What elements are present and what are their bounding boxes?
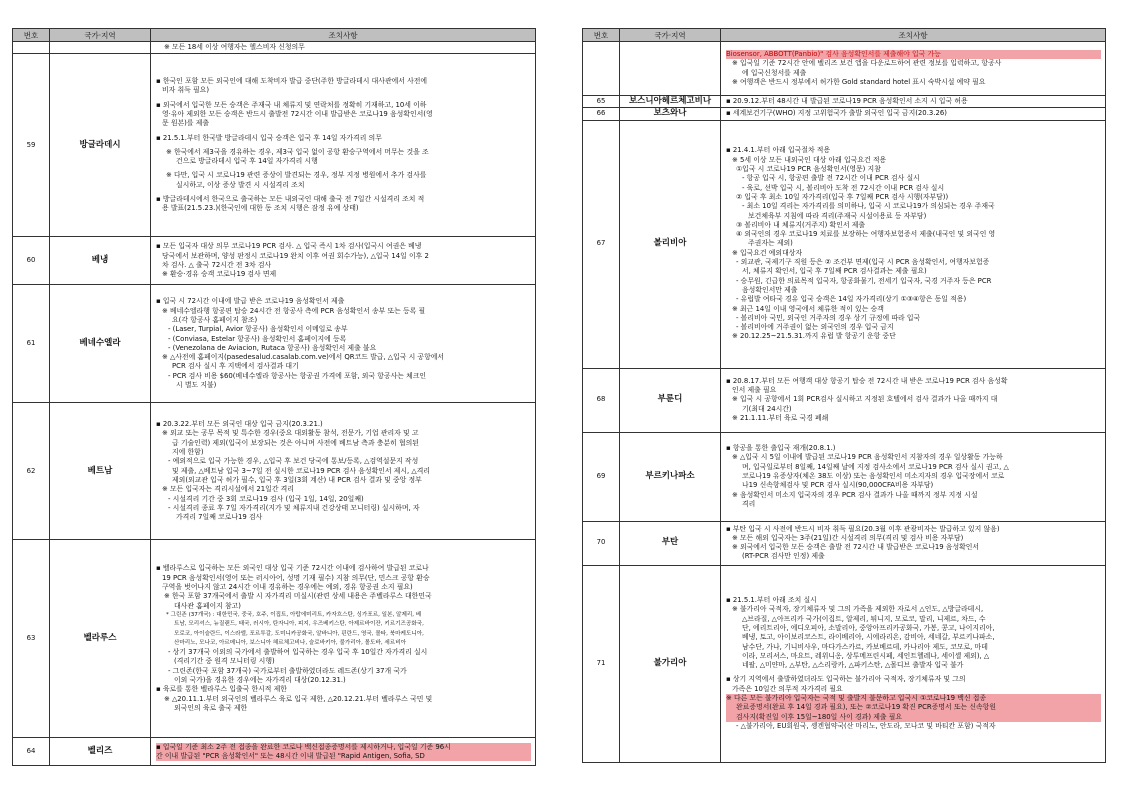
measure-line: △브라질, △아프리카 국가(이집트, 알제리, 튀니지, 모로코, 말리, 니제르, 차드, 수 bbox=[742, 614, 986, 623]
header-number: 번호 bbox=[13, 29, 50, 42]
row-country bbox=[620, 42, 721, 96]
measure-line: ※ 모든 입국자는 격리시설에서 21일간 격리 bbox=[162, 485, 294, 494]
row-number: 61 bbox=[13, 285, 50, 403]
row-measures bbox=[721, 432, 1106, 521]
row-number bbox=[583, 42, 620, 96]
measure-line: - 상기 37개국 이외의 국가에서 출발하여 입국하는 경우 입국 후 10일간 자가격리 실시 bbox=[168, 648, 428, 657]
row-measures bbox=[721, 42, 1106, 96]
measure-line: 모로코, 아이슬란드, 이스라엘, 포르투갈, 도미니카공화국, 알바니아, 핀란드, 영국, 몰타, 북마케도니아, bbox=[174, 630, 424, 637]
table-row bbox=[13, 42, 536, 54]
row-number: 69 bbox=[583, 432, 620, 521]
row-number: 59 bbox=[13, 54, 50, 237]
measure-line: 및 제출, △베트남 입국 3~7일 전 실시한 코로나19 PCR 검사 음성확인서 제시, △격리 bbox=[172, 466, 431, 475]
row-country: 불가리아 bbox=[620, 565, 721, 762]
measure-line: 지에 한함) bbox=[172, 448, 204, 457]
measure-line: 급 기술인력) 제외(입국이 보장되는 것은 아니며 사전에 베트남 측과 충분히 협의된 bbox=[172, 438, 419, 447]
row-measures bbox=[721, 96, 1106, 108]
row-country: 부르키나파소 bbox=[620, 432, 721, 521]
table-row bbox=[583, 96, 1106, 108]
measure-line: 나19 신속항체검사 및 PCR 검사 실시(90,000CFA비용 자부담) bbox=[742, 481, 934, 490]
row-country: 보스니아헤르체고비나 bbox=[620, 96, 721, 108]
measure-line: ①입국 시 코로나19 PCR 음성확인서(영문) 지참 bbox=[736, 165, 881, 174]
measure-line: ※ △20.11.1.부터 외국인의 벨라루스 육로 입국 제한, △20.12.21.부터 벨라루스 국민 및 bbox=[164, 694, 433, 703]
measure-line: ▪ 입국 시 72시간 이내에 발급 받은 코로나19 음성확인서 제출 bbox=[156, 297, 345, 306]
table-row bbox=[13, 403, 536, 540]
measure-line: * 그린존 (37개국) : 대한민국, 중국, 호주, 이집트, 아랍에미리트, 카자흐스탄, 싱가포르, 일본, 알제리, 베 bbox=[166, 611, 422, 618]
header-measure: 조치사항 bbox=[151, 29, 536, 42]
measure-line: ※ 다만, 입국 시 코로나19 관련 증상이 발견되는 경우, 정부 지정 병원에서 추가 검사를 bbox=[166, 171, 427, 180]
header-measure: 조치사항 bbox=[721, 29, 1106, 42]
measure-line: ▪ 항공을 통한 출입국 재개(20.8.1.) bbox=[726, 444, 836, 453]
measure-line: - 시설격리 종료 후 7일 자가격리(지가 및 체류지내 건강상태 모니터링) 실시하며, 자 bbox=[168, 503, 420, 512]
row-measures bbox=[151, 540, 536, 738]
measure-line: 문 원본)를 제출 bbox=[162, 119, 210, 128]
measure-line: ※ 입국 시 공항에서 1회 PCR검사 실시하고 지정된 호텔에서 검사 결과가 나올 때까지 대 bbox=[732, 395, 998, 404]
table-row bbox=[583, 120, 1106, 368]
measure-line: - (Venezolana de Aviacion, Rutaca 항공사) 음성확인서 제출 불요 bbox=[168, 343, 377, 352]
measure-line: 보건체육부 지침에 따라 격리(주재국 시설이용료 등 자부담) bbox=[748, 211, 927, 220]
measure-line: - PCR 검사 비용 $60(베네수엘라 항공사는 항공권 가격에 포함, 외국 항공사는 체크인 bbox=[168, 371, 427, 380]
measure-line: ※ 모든 18세 이상 여행자는 헬스비자 신청의무 bbox=[164, 43, 305, 51]
measure-line: ▪ 벨라루스로 입국하는 모든 외국인 대상 입국 기준 72시간 이내에 검사하여 발급된 코로나 bbox=[156, 564, 429, 573]
measure-line: PCR 검사 실시 후 지택에서 검사결과 대기 bbox=[172, 362, 299, 371]
measure-line: - 시설격리 기간 중 3회 코로나19 검사 (입국 1일, 14일, 20일째) bbox=[168, 494, 364, 503]
measure-line: 제외(외교관 입국 허가 필수, 입국 후 3일(3회 계산) 내 PCR 검사 결과 및 중앙 정부 bbox=[172, 475, 422, 484]
measure-line: 비자 취득 필요) bbox=[162, 86, 210, 95]
measure-line: - 최소 10일 격리는 자가격리를 의미하나, 입국 시 코로나19가 의심되는 경우 주재국 bbox=[742, 202, 995, 211]
measure-line: 코로나19 유증상자(체온 38도 이상) 또는 음성확인서 미소지자의 경우 입국장에서 코로 bbox=[742, 471, 1005, 480]
row-country bbox=[50, 42, 151, 54]
measures-table-left bbox=[12, 28, 536, 766]
measure-line: ③ 볼리비아 내 체류지(거주지) 확인서 제출 bbox=[736, 220, 866, 229]
measure-line: 가격리 7일째 코로나19 검사 bbox=[176, 513, 263, 522]
measure-line: ※ 환승·경유 승객 코로나19 검사 면제 bbox=[162, 270, 277, 279]
measure-line: ▪ 육로를 통한 벨라루스 입출국 한시적 제한 bbox=[156, 685, 287, 694]
measure-line: ※ 21.1.11.부터 육로 국경 폐쇄 bbox=[732, 414, 829, 423]
measure-line: ▪ 한국인 포함 모든 외국인에 대해 도착비자 발급 중단(주한 방글라데시 대사관에서 사전에 bbox=[156, 77, 428, 86]
row-measures bbox=[151, 42, 536, 54]
measure-line: - 예외적으로 입국 가능한 경우, △입국 후 보건 당국에 통보/등록, △검역설문지 작성 bbox=[168, 457, 419, 466]
measure-line: ▪ 부탄 입국 시 사전에 반드시 비자 취득 필요(20.3월 이후 관광비자는 발급하고 있지 않음) bbox=[726, 524, 1000, 533]
measure-line: ※ 베네수엘라행 항공편 탑승 24시간 전 항공사 측에 PCR 음성확인서 송부 또는 등록 필 bbox=[162, 306, 426, 315]
measure-line: ▪ 20.9.12.부터 48시간 내 발급된 코로나19 PCR 음성확인서 소지 시 입국 허용 bbox=[726, 97, 968, 105]
row-number: 65 bbox=[583, 96, 620, 108]
row-measures bbox=[721, 120, 1106, 368]
row-number: 64 bbox=[13, 738, 50, 766]
measure-line: 검사지(확진일 이후 15일~180일 사이 경과) 제출 필요 bbox=[726, 713, 1101, 722]
table-row bbox=[13, 285, 536, 403]
row-country: 방글라데시 bbox=[50, 54, 151, 237]
measure-line: 베냉, 토고, 아이보리코스트, 라이베리아, 시에라리온, 감비아, 세네갈, 부르키나파소, bbox=[742, 633, 995, 642]
table-header-row bbox=[583, 29, 1106, 42]
measure-line: 실시하고, 이상 증상 발견 시 시설격리 조치 bbox=[176, 180, 305, 189]
measure-line: Biosensor, ABBOTT(Panbio)" 검사 음성확인서를 제출해야 입국 가능 bbox=[726, 50, 1101, 59]
row-number: 70 bbox=[583, 521, 620, 565]
measure-line: - 육로, 선박 입국 시, 볼리비아 도착 전 72시간 이내 PCR 검사 실시 bbox=[742, 183, 945, 192]
measure-line: ※ 20.12.25~21.5.31.까지 유럽 발 항공기 운항 중단 bbox=[732, 332, 896, 341]
row-country: 벨리즈 bbox=[50, 738, 151, 766]
measure-line: ▪ 입국일 기준 최소 2주 전 접종을 완료한 코로나 백신접종증명서를 제시하거나, 입국일 기준 96시 bbox=[156, 743, 531, 752]
measure-line: 격리 bbox=[742, 499, 756, 508]
row-measures bbox=[721, 368, 1106, 432]
measure-line: 주권자는 제외) bbox=[748, 239, 793, 248]
measure-line: ※ 외국에서 입국한 모든 승객은 출발 전 72시간 내 발급받은 코로나19 음성확인서 bbox=[732, 543, 980, 552]
table-row bbox=[13, 237, 536, 285]
row-country: 베냉 bbox=[50, 237, 151, 285]
row-country: 베네수엘라 bbox=[50, 285, 151, 403]
row-country: 볼리비아 bbox=[620, 120, 721, 368]
measure-line: 건으로 방글라데시 입국 후 14일 자가격리 시행 bbox=[176, 157, 318, 166]
measure-line: 구역을 벗어나지 않고 24시간 이내 경유하는 경우에는 예외, 경유 항공권 소지 필요) bbox=[162, 583, 413, 592]
row-measures bbox=[151, 237, 536, 285]
measure-line: 이라, 모리셔스, 마요트, 레위니옹, 상투메프린시페, 세인트헬레나, 세이셸 제외), △ bbox=[742, 651, 990, 660]
measure-line: 외국인의 육로 출국 제한 bbox=[174, 703, 248, 712]
measure-line: 당국에서 보관하며, 양성 판정시 코로나19 완치 이후 여권 회수가능), △입국 14일 이후 2 bbox=[162, 251, 429, 260]
row-country: 보츠와나 bbox=[620, 108, 721, 120]
measure-line: ▪ 21.5.1.부터 한국발 방글라데시 입국 승객은 입국 후 14일 자가격리 의무 bbox=[156, 133, 382, 142]
measure-line: 에 입국신청서를 제출 bbox=[742, 68, 807, 77]
measure-line: - (Conviasa, Estelar 항공사) 음성확인서 홈페이지에 등록 bbox=[168, 334, 347, 343]
measure-line: 서, 체류지 확인서, 입국 후 7일째 PCR 검사결과는 제출 필요) bbox=[742, 267, 927, 276]
measure-line: ※ 입국요건 예외대상자 bbox=[732, 248, 803, 257]
row-measures bbox=[721, 108, 1106, 120]
measure-line: ※ 최근 14일 이내 영국에서 체류한 적이 있는 승객 bbox=[732, 304, 884, 313]
measure-line: ※ △사전에 홈페이지(pasedesalud.casalab.com.ve)에서 QR코드 발급, △입국 시 공항에서 bbox=[162, 353, 445, 362]
table-row bbox=[583, 521, 1106, 565]
measure-line: (격리기간 중 원격 모니터링 시행) bbox=[174, 657, 275, 666]
row-number: 62 bbox=[13, 403, 50, 540]
header-number: 번호 bbox=[583, 29, 620, 42]
table-row bbox=[583, 565, 1106, 762]
measure-line: - 외교관, 국제기구 직원 등은 ② 조건부 면제(입국 시 PCR 음성확인서, 여행자보험증 bbox=[736, 258, 990, 267]
row-number bbox=[13, 42, 50, 54]
measure-line: ▪ 외국에서 입국한 모든 승객은 주재국 내 체류지 및 연락처를 정확히 기재하고, 10세 이하 bbox=[156, 100, 427, 109]
measure-line: ▪ 세계보건기구(WHO) 지정 고위험국가 출발 외국인 입국 금지(20.3.26) bbox=[726, 109, 947, 118]
row-country: 벨라루스 bbox=[50, 540, 151, 738]
row-number: 60 bbox=[13, 237, 50, 285]
measure-line: 차 검사. △ 출국 72시간 전 3차 검사 bbox=[162, 260, 272, 269]
measure-line: ※ 불가리아 국적자, 장기체류자 및 그의 가족을 제외한 자로서 △인도, △방글라데시, bbox=[732, 605, 984, 614]
measure-line: 기(최대 24시간) bbox=[742, 404, 792, 413]
measure-line: 인서 제출 필요 bbox=[732, 386, 777, 395]
measure-line: ▪ 20.3.22.부터 모든 외국인 대상 입국 금지(20.3.21.) bbox=[156, 420, 323, 429]
table-row bbox=[13, 540, 536, 738]
measure-line: ▪ 방글라데시에서 한국으로 출국하는 모든 내외국인 대해 출국 전 7일간 시설격리 조치 적 bbox=[156, 194, 425, 203]
measure-line: 요(각 항공사 홈페이지 참조) bbox=[172, 315, 258, 324]
right-table-page bbox=[582, 28, 1106, 763]
row-number: 68 bbox=[583, 368, 620, 432]
table-row bbox=[13, 738, 536, 766]
row-measures bbox=[721, 521, 1106, 565]
measures-table-right bbox=[582, 28, 1106, 763]
measure-line: - △불가리아, EU회원국, 솅겐협약국(산 마리노, 안도라, 모나코 및 바티칸 포함) 국적자 bbox=[736, 721, 996, 730]
measure-line: ※ 5세 이상 모든 내외국인 대상 아래 입국요건 적용 bbox=[732, 155, 887, 164]
measure-line: ※ 여행객은 반드시 정부에서 허가한 Gold standard hotel 표시 숙박시설 예약 필요 bbox=[732, 77, 986, 86]
measure-line: 트남, 모리셔스, 뉴질랜드, 태국, 러시아, 탄자니아, 피지, 우즈베키스탄, 아제르바이잔, 키르기즈공화국, bbox=[174, 621, 424, 628]
measure-line: ※ △입국 시 5일 이내에 발급된 코로나19 PCR 음성확인서 지참자의 경우 일상활동 가능하 bbox=[732, 453, 1003, 462]
measure-line: ※ 음성확인서 미소지 입국자의 경우 PCR 검사 결과가 나올 때까지 정부 지정 시설 bbox=[732, 490, 978, 499]
measure-line: ※ 모든 해외 입국자는 3주(21일)간 시설격리 의무(격리 및 검사 비용 자부담) bbox=[732, 533, 964, 542]
measure-line: 네팔, △미얀마, △부탄, △스리랑카, △파키스탄, △몰디브 출발자 입국 불가 bbox=[742, 661, 964, 670]
measure-line: ▪ 20.8.17.부터 모든 여행객 대상 항공기 탑승 전 72시간 내 받은 코로나19 PCR 검사 음성확 bbox=[726, 376, 1008, 385]
measure-line: ※ 입국일 기준 72시간 안에 벨리즈 보건 앱을 다운로드하여 관련 정보를 입력하고, 항공사 bbox=[732, 59, 1002, 68]
measure-line: ※ 다른 모든 불가리아 입국자는 국적 및 출발지 불문하고 입국시 ①코로나19 백신 접종 bbox=[726, 694, 1101, 703]
measure-line: 이외 국가)을 경유한 경우에는 자가격리 대상(20.12.31.) bbox=[174, 675, 346, 684]
row-country: 부룬디 bbox=[620, 368, 721, 432]
measure-line: ※ 외교 또는 공무 목적 및 특수한 경우(중요 대외활동 참석, 전문가, 기업 관리자 및 고 bbox=[162, 429, 419, 438]
measure-line: 용 발표(21.5.23.)(한국인에 대한 동 조치 시행은 잠정 유예 상태) bbox=[162, 204, 359, 213]
measure-line: 대사관 홈페이지 참고) bbox=[174, 601, 241, 610]
row-measures bbox=[721, 565, 1106, 762]
table-row bbox=[13, 54, 536, 237]
table-header-row bbox=[13, 29, 536, 42]
measure-line: - 볼리비아 국민, 외국인 거주자의 경우 상기 규정에 따라 입국 bbox=[736, 313, 921, 322]
measure-line: 완료증명서(완료 후 14일 경과 필요), 또는 ②코로나19 확진 PCR증명서 또는 신속항원 bbox=[726, 703, 1101, 712]
measure-line: 시 별도 지불) bbox=[176, 380, 217, 389]
row-number: 63 bbox=[13, 540, 50, 738]
measure-line: 영·유아 제외한 모든 승객은 반드시 출발전 72시간 이내 발급받은 코로나19 음성확인서(영 bbox=[162, 109, 433, 118]
row-number: 71 bbox=[583, 565, 620, 762]
measure-line: - (Laser, Turpial, Avior 항공사) 음성확인서 이메일로 송부 bbox=[168, 325, 348, 334]
measure-line: ▪ 모든 입국자 대상 의무 코로나19 PCR 검사. △ 입국 즉시 1차 검사(입국시 여권은 베냉 bbox=[156, 242, 422, 251]
measure-line: 산마리노, 모나코, 아르메니아, 보스니아 헤르체고비나, 슬로바키아, 불가리아, 몰도바, 세르비아 bbox=[174, 639, 407, 646]
row-country: 베트남 bbox=[50, 403, 151, 540]
measure-line: - 유럽발 여타국 경유 입국 승객은 14일 자가격리(상기 ①③④항은 동일 적용) bbox=[736, 295, 967, 304]
table-row bbox=[583, 108, 1106, 120]
table-row bbox=[583, 42, 1106, 96]
row-measures bbox=[151, 54, 536, 237]
measure-line: ▪ 상기 지역에서 출발하였더라도 입국하는 불가리아 국적자, 장기체류자 및 그의 bbox=[726, 675, 966, 684]
measure-line: - 그린존(한국 포함 37개국) 국가로부터 출발하였더라도 레드존(상기 37개 국가 bbox=[168, 666, 407, 675]
header-country: 국가·지역 bbox=[620, 29, 721, 42]
row-measures bbox=[151, 285, 536, 403]
row-number: 66 bbox=[583, 108, 620, 120]
measure-line: (RT-PCR 검사만 인정) 제출 bbox=[742, 552, 825, 561]
table-row bbox=[583, 432, 1106, 521]
measure-line: 남수단, 가나, 기니비사우, 마다가스카르, 카보베르데, 카나리아 제도, 코모로, 마데 bbox=[742, 642, 988, 651]
measure-line: 19 PCR 음성확인서(영어 또는 러시아어, 성명 기재 필수) 지참 의무(단, 민스크 공항 환승 bbox=[162, 573, 430, 582]
header-country: 국가·지역 bbox=[50, 29, 151, 42]
measure-line: - 볼리비아에 거주권이 없는 외국인의 경우 입국 금지 bbox=[736, 323, 894, 332]
row-measures bbox=[151, 738, 536, 766]
measure-line: - 승무원, 긴급한 의료목적 입국자, 항공화물기, 전세기 입국자, 국경 거주자 등은 PCR bbox=[736, 276, 992, 285]
measure-line: 간 이내 발급된 "PCR 음성확인서" 또는 48시간 이내 발급된 "Rapid Antigen, Sofia, SD bbox=[156, 752, 531, 761]
measure-line: 가족은 10일간 의무적 자가격리 필요 bbox=[732, 684, 843, 693]
row-country: 부탄 bbox=[620, 521, 721, 565]
measure-line: ④ 외국인의 경우 코로나19 치료를 보장하는 여행자보험증서 제출(내국인 및 외국인 영 bbox=[736, 230, 996, 239]
measure-line: - 항공 입국 시, 항공편 출발 전 72시간 이내 PCR 검사 실시 bbox=[742, 174, 920, 183]
measure-line: 단, 에리트리아, 에디오피아, 소말리아, 중앙아프리카공화국, 가봉, 콩고, 나이지리아, bbox=[742, 623, 995, 632]
measure-line: ※ 한국 포함 37개국에서 출발 시 자가격리 미실시(관련 상세 내용은 주벨라루스 대한민국 bbox=[164, 592, 432, 601]
measure-line: ▪ 21.5.1.부터 아래 조치 실시 bbox=[726, 596, 817, 605]
measure-line: ※ 한국에서 제3국을 경유하는 경우, 제3국 입국 없이 공항 환승구역에서 머무는 것을 조 bbox=[166, 147, 429, 156]
measure-line: ② 입국 후 최소 10일 자가격리(입국 후 7일째 PCR 검사 시행(자부담)) bbox=[736, 192, 949, 201]
measure-line: 며, 입국일로부터 8일째, 14일째 날에 지정 검사소에서 코로나19 PCR 검사 실시 권고, △ bbox=[742, 462, 1009, 471]
row-measures bbox=[151, 403, 536, 540]
measure-line: 음성확인서만 제출 bbox=[742, 285, 798, 294]
measure-line: ▪ 21.4.1.부터 아래 입국절차 적용 bbox=[726, 146, 831, 155]
row-number: 67 bbox=[583, 120, 620, 368]
table-row bbox=[583, 368, 1106, 432]
left-table-page bbox=[12, 28, 536, 766]
